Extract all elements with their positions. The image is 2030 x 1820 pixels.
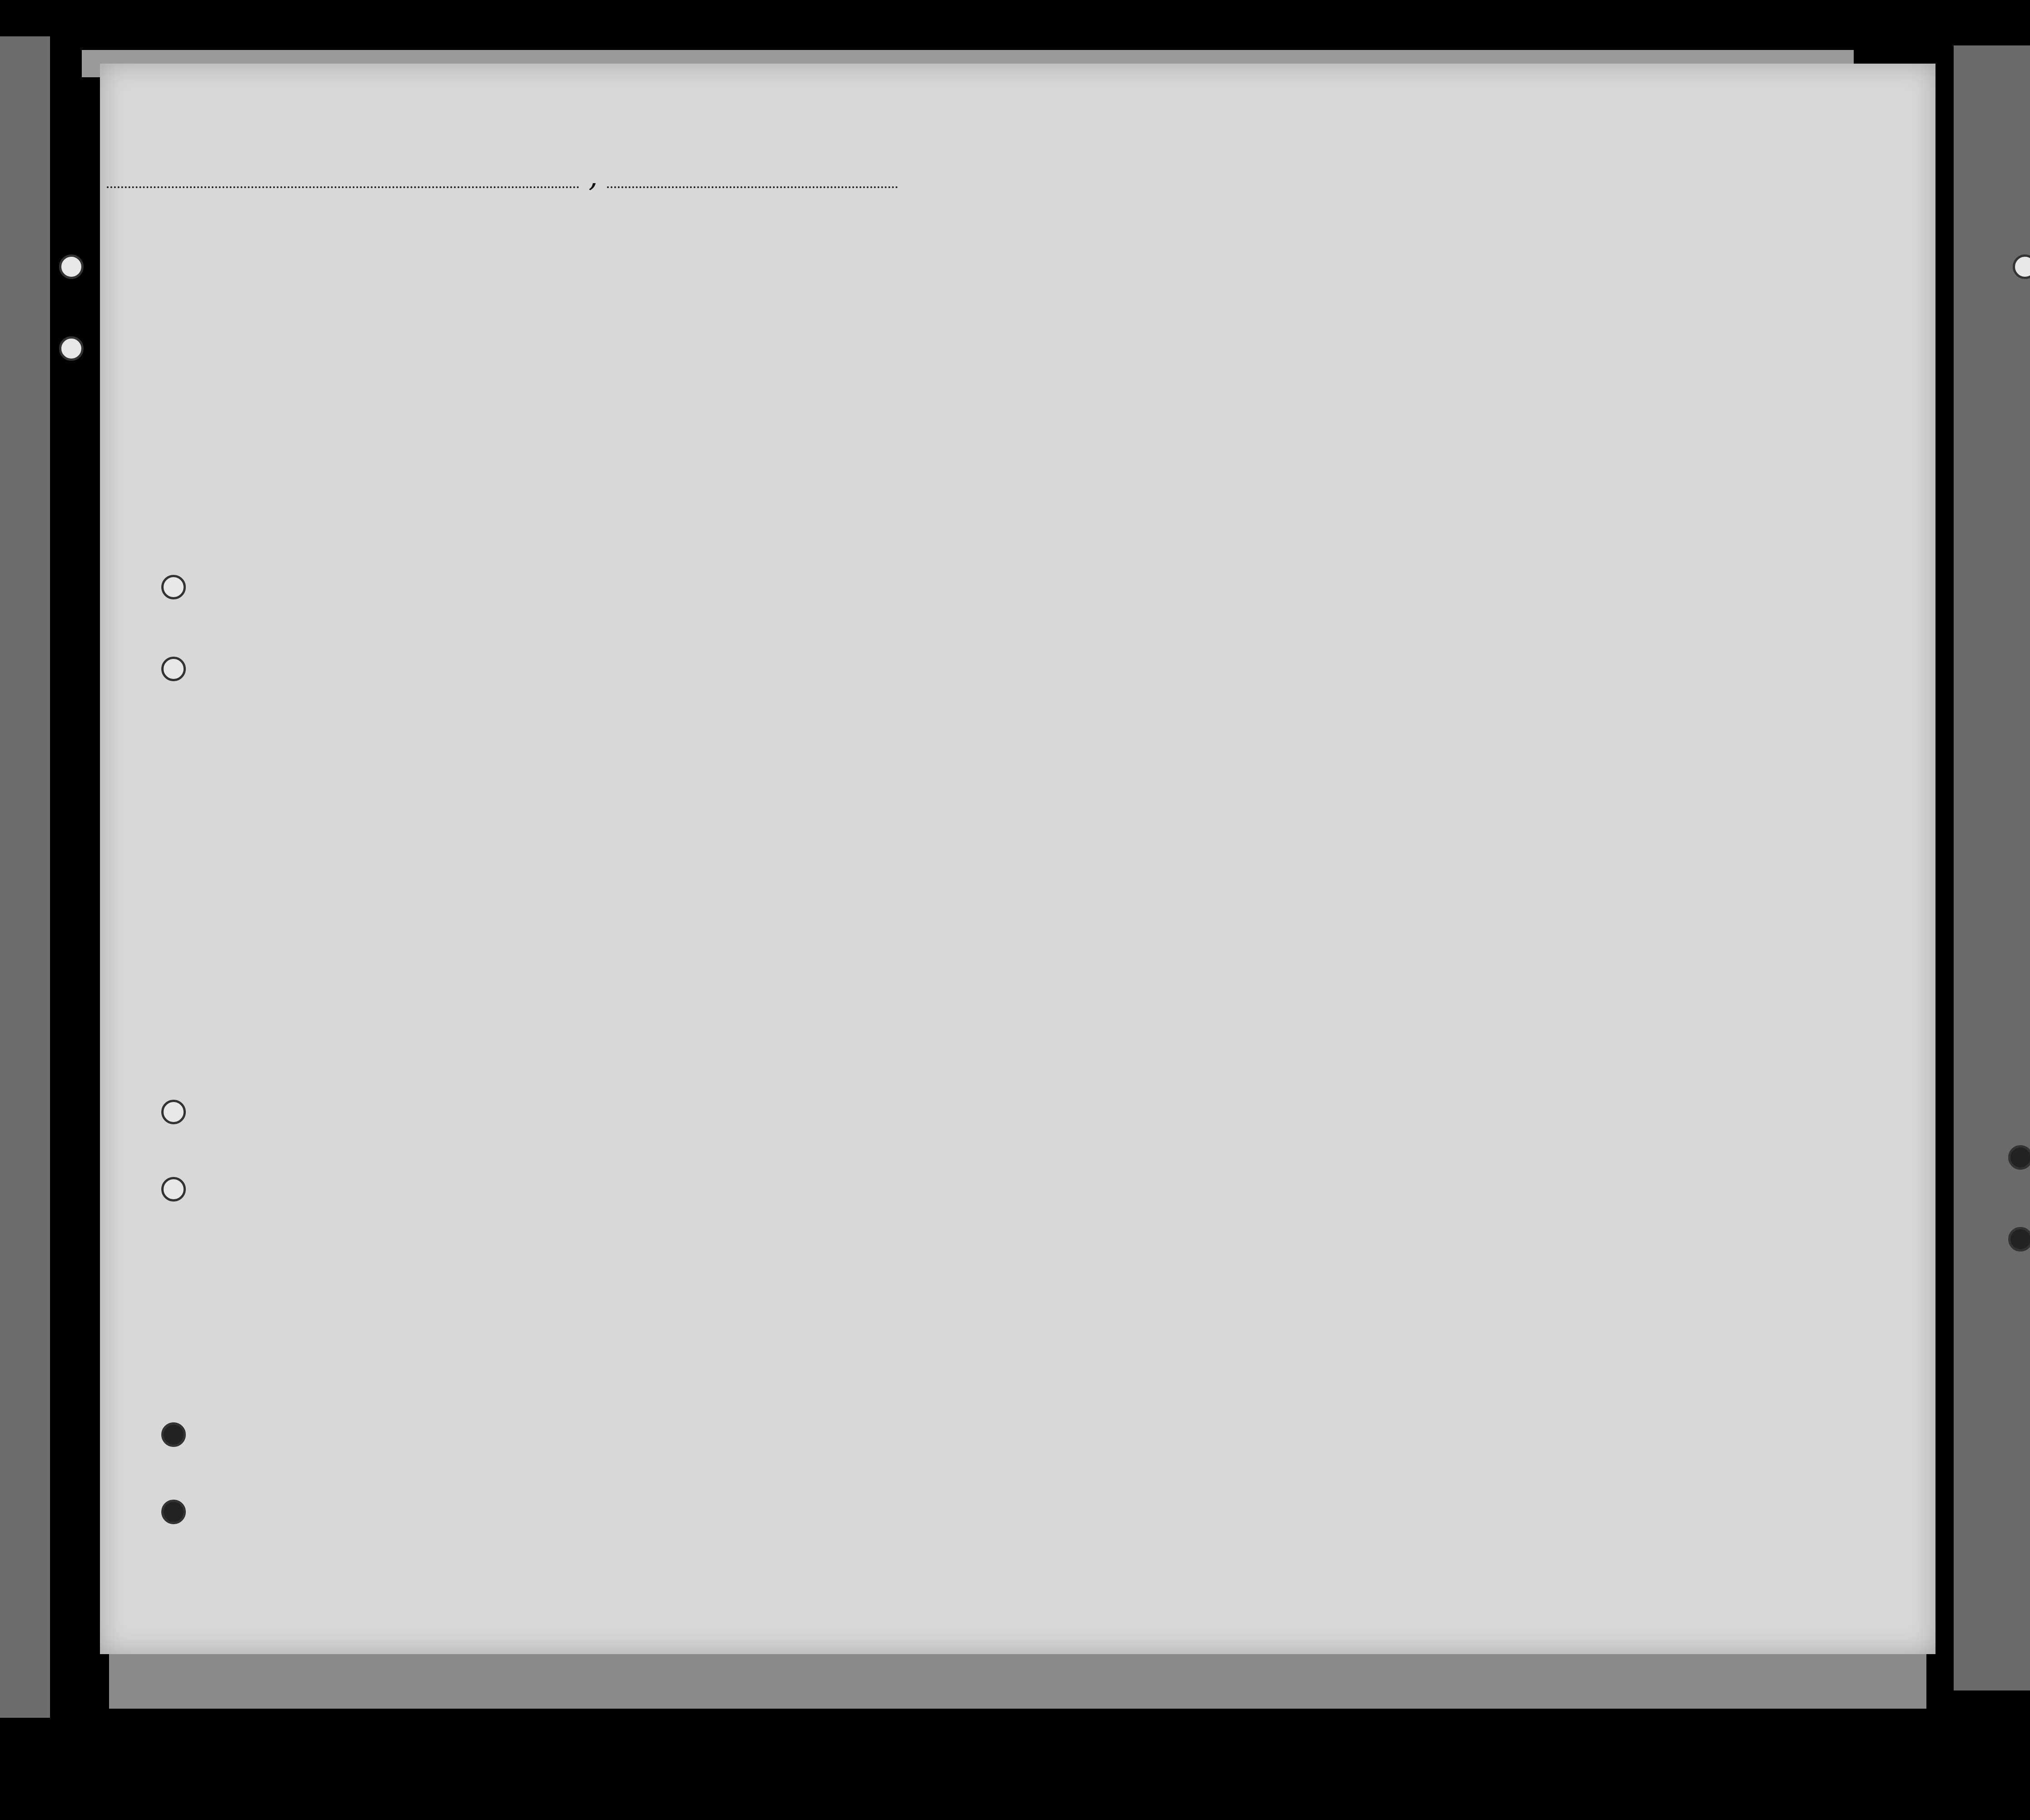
binder-hole [161, 1177, 186, 1202]
binder-hole [161, 1500, 186, 1524]
binder-hole [2008, 1145, 2030, 1170]
binder-hole [161, 1422, 186, 1447]
header-c28 [1377, 318, 1413, 432]
header-c25 [1305, 318, 1327, 432]
binder-hole [161, 1100, 186, 1124]
header-c24-b [1222, 325, 1240, 434]
comma: , [588, 160, 598, 194]
header-c30 [1472, 318, 1490, 432]
binder-hole [59, 336, 84, 361]
binder-hole [161, 575, 186, 599]
binder-hole [161, 657, 186, 681]
binder-hole [59, 254, 84, 279]
header-c29 [1427, 318, 1454, 432]
header-c24-a [1163, 325, 1183, 434]
binder-hole [2008, 1227, 2030, 1252]
header-c24-c [1272, 325, 1290, 434]
